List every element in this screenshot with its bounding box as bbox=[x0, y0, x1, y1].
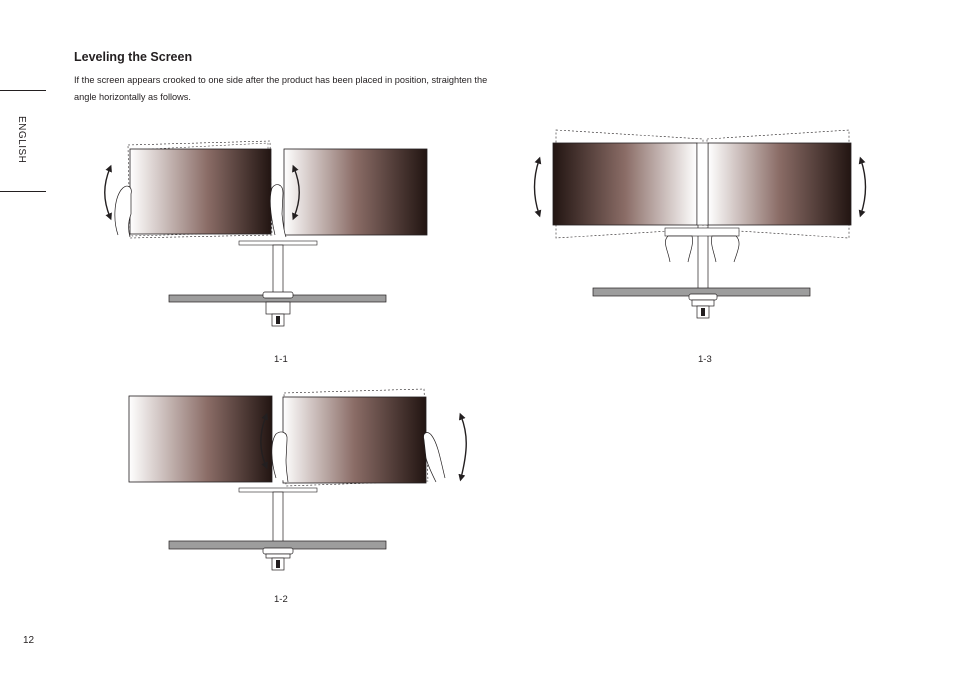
fig2-right-screen bbox=[283, 397, 426, 483]
fig1-left-arrow bbox=[105, 168, 110, 217]
fig3-left-screen bbox=[553, 143, 697, 225]
figure-1-2-caption: 1-2 bbox=[274, 594, 288, 605]
fig3-left-arrow bbox=[535, 160, 540, 214]
fig2-stand bbox=[169, 488, 386, 570]
fig1-left-screen bbox=[130, 149, 271, 234]
fig1-right-screen bbox=[284, 149, 427, 235]
fig2-left-hand bbox=[272, 432, 288, 482]
fig2-right-hand bbox=[424, 433, 445, 482]
section-title: Leveling the Screen bbox=[74, 50, 193, 64]
fig3-right-hand bbox=[711, 236, 739, 262]
language-label: ENGLISH bbox=[16, 116, 27, 164]
figure-1-1-caption: 1-1 bbox=[274, 354, 288, 365]
fig1-left-hand bbox=[115, 186, 131, 237]
fig3-stand bbox=[593, 224, 810, 318]
fig3-arm-bracket bbox=[665, 228, 739, 236]
fig3-right-arrow bbox=[861, 160, 866, 214]
fig3-right-screen bbox=[708, 143, 851, 225]
fig2-left-screen bbox=[129, 396, 272, 482]
fig1-stand bbox=[169, 241, 386, 326]
fig2-right-arrow bbox=[461, 416, 466, 478]
fig3-left-hand bbox=[665, 236, 692, 262]
section-intro: If the screen appears crooked to one side after the product has been placed in position, straighten the angle horizontally as follows. bbox=[74, 75, 488, 102]
fig3-center-post bbox=[697, 143, 708, 225]
page-number: 12 bbox=[23, 635, 35, 646]
figure-1-3-caption: 1-3 bbox=[698, 354, 712, 365]
